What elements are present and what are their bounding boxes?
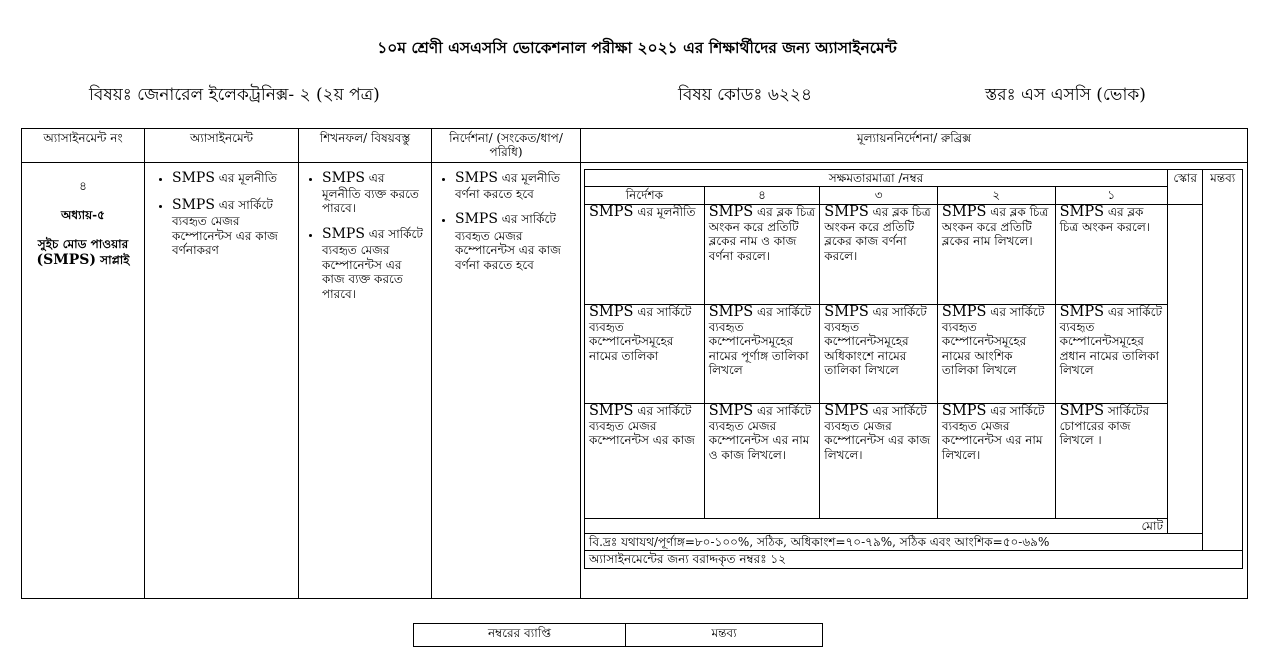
assignment-cell	[145, 162, 299, 598]
rubric-cell-2: SMPS এর সার্কিটে ব্যবহৃত কম্পোনেন্টসমূহের নামের আংশিক তালিকা লিখলে	[937, 304, 1055, 403]
list-item: • SMPS এর সার্কিটে ব্যবহৃত মেজর কম্পোনেন্টস এর কাজ বর্ণনা করতে হবে	[455, 211, 575, 272]
rubric-table	[584, 169, 1243, 569]
rubric-cell	[581, 162, 1248, 598]
topic-en: (SMPS)	[36, 251, 96, 268]
table-header-row	[22, 129, 1248, 163]
rubric-scale-row	[585, 169, 1243, 186]
summary-header-row	[414, 624, 823, 647]
comment-header: মন্তব্য	[1203, 169, 1243, 551]
list-item: • SMPS এর মূলনীতি বর্ণনা করতে হবে	[455, 170, 575, 202]
indicator-cell: SMPS এর সার্কিটে ব্যবহৃত কম্পোনেন্টসমূহের নামের তালিকা	[585, 304, 705, 403]
rubric-cell-3: SMPS এর সার্কিটে ব্যবহৃত মেজর কম্পোনেন্টস এর কাজ লিখলে।	[820, 403, 938, 518]
instruction-list	[433, 170, 579, 273]
rubric-cell-3: SMPS এর ব্লক চিত্র অংকন করে প্রতিটি ব্লকের কাজ বর্ণনা করলে।	[820, 204, 938, 304]
rubric-cell-1: SMPS সার্কিটের চোপারের কাজ লিখলে ।	[1055, 403, 1167, 518]
rubric-row-components	[585, 304, 1243, 403]
rubric-cell-1: SMPS এর সার্কিটে ব্যবহৃত কম্পোনেন্টসমূহের প্রধান নামের তালিকা লিখলে	[1055, 304, 1167, 403]
grading-note: বি.দ্রঃ যথাযথ/পূর্ণাঙ্গ=৮০-১০০%, সঠিক, অধিকাংশ=৭০-৭৯%, সঠিক এবং আংশিক=৫০-৬৯%	[585, 533, 1243, 550]
header-rubric: মূল্যায়ননির্দেশনা/ রুব্রিক্স	[581, 129, 1248, 163]
total-label: মোট	[585, 518, 1168, 533]
list-item: • SMPS এর সার্কিটে ব্যবহৃত মেজর কম্পোনেন্টস এর কাজ বর্ণনাকরণ	[172, 197, 293, 258]
score-cell	[1168, 204, 1203, 533]
scale-header: সক্ষমতারমাত্রা /নম্বর	[585, 169, 1168, 186]
learning-outcome-cell	[299, 162, 432, 598]
level-3: ৩	[820, 187, 938, 204]
rubric-cell-2: SMPS এর ব্লক চিত্র অংকন করে প্রতিটি ব্লকের নাম লিখলে।	[937, 204, 1055, 304]
rubric-cell-3: SMPS এর সার্কিটে ব্যবহৃত কম্পোনেন্টসমূহের অধিকাংশে নামের তালিকা লিখলে	[820, 304, 938, 403]
level-4: ৪	[704, 187, 820, 204]
header-assignment: অ্যাসাইনমেন্ট	[145, 129, 299, 163]
rubric-total-row	[585, 518, 1243, 533]
indicator-cell: SMPS এর সার্কিটে ব্যবহৃত মেজর কম্পোনেন্টস এর কাজ	[585, 403, 705, 518]
rubric-row-principle	[585, 204, 1243, 304]
header-instructions: নির্দেশনা/ (সংকেত/ধাপ/পরিধি)	[432, 129, 581, 163]
level-label: স্তরঃ এস এসসি (ভোক)	[985, 85, 1146, 105]
score-header: স্কোর	[1168, 169, 1203, 204]
page-title: ১০ম শ্রেণী এসএসসি ভোকেশনাল পরীক্ষা ২০২১ এর শিক্ষার্থীদের জন্য অ্যাসাইনমেন্ট	[377, 38, 897, 57]
indicator-header: নির্দেশক	[585, 187, 705, 204]
level-1: ১	[1055, 187, 1167, 204]
subject-code-label: বিষয় কোডঃ ৬২২৪	[678, 85, 813, 105]
level-2: ২	[937, 187, 1055, 204]
marks-summary-table	[413, 623, 823, 647]
indicator-cell: SMPS এর মূলনীতি	[585, 204, 705, 304]
rubric-cell-1: SMPS এর ব্লক চিত্র অংকন করলে।	[1055, 204, 1167, 304]
topic-suffix: সাপ্লাই	[100, 252, 130, 267]
rubric-note-row	[585, 533, 1243, 550]
table-body-row	[22, 162, 1248, 598]
subject-label: বিষয়ঃ জেনারেল ইলেকট্রনিক্স- ২ (২য় পত্র)	[89, 85, 380, 105]
summary-comment-header: মন্তব্য	[626, 624, 823, 647]
rubric-marks-row	[585, 551, 1243, 568]
rubric-cell-4: SMPS এর সার্কিটে ব্যবহৃত কম্পোনেন্টসমূহের নামের পূর্ণাঙ্গ তালিকা লিখলে	[704, 304, 820, 403]
instructions-cell	[432, 162, 581, 598]
chapter-label: অধ্যায়-৫	[61, 207, 105, 222]
list-item: • SMPS এর সার্কিটে ব্যবহৃত মেজর কম্পোনেন্টস এর কাজ ব্যক্ত করতে পারবে।	[322, 226, 426, 302]
rubric-cell-2: SMPS এর সার্কিটে ব্যবহৃত মেজর কম্পোনেন্টস এর নাম লিখলে।	[937, 403, 1055, 518]
learning-list	[300, 170, 430, 302]
rubric-level-row	[585, 187, 1243, 204]
assignment-number-cell	[22, 162, 145, 598]
list-item: • SMPS এর মূলনীতি ব্যক্ত করতে পারবে।	[322, 170, 426, 216]
header-assignment-no: অ্যাসাইনমেন্ট নং	[22, 129, 145, 163]
header-learning-outcome: শিখনফল/ বিষয়বস্তু	[299, 129, 432, 163]
assignment-list	[146, 170, 297, 258]
rubric-cell-4: SMPS এর সার্কিটে ব্যবহৃত মেজর কম্পোনেন্টস এর নাম ও কাজ লিখলে।	[704, 403, 820, 518]
rubric-row-functions	[585, 403, 1243, 518]
assignment-table	[21, 128, 1248, 599]
marks-range-header: নম্বরের ব্যাপ্তি	[414, 624, 626, 647]
list-item: • SMPS এর মূলনীতি	[172, 170, 293, 187]
rubric-cell-4: SMPS এর ব্লক চিত্র অংকন করে প্রতিটি ব্লকের নাম ও কাজ বর্ণনা করলে।	[704, 204, 820, 304]
topic-bn: সুইচ মোড পাওয়ার	[37, 236, 129, 251]
assignment-number: ৪	[79, 178, 87, 193]
allocated-marks: অ্যাসাইনমেন্টের জন্য বরাদ্দকৃত নম্বরঃ ১২	[585, 551, 1243, 568]
